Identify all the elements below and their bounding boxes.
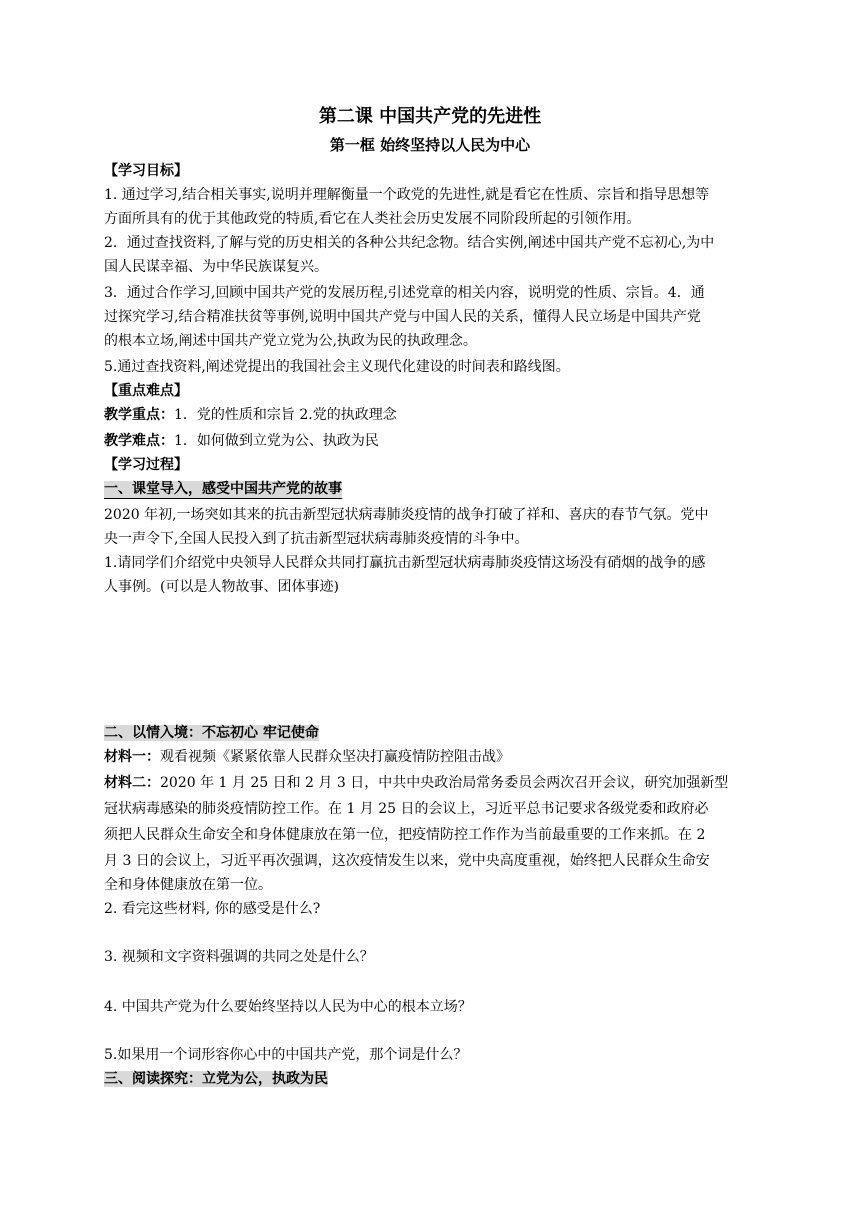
section1-title-text: 一、课堂导入，感受中国共产党的故事 [104,481,342,497]
difficulty-text: 1．如何做到立党为公、执政为民 [174,433,379,449]
material2-line: 2020 年 1 月 25 日和 2 月 3 日，中共中央政治局常务委员会两次召开会议，研究加强新型 [160,775,729,791]
material2-line: 冠状病毒感染的肺炎疫情防控工作。在 1 月 25 日的会议上，习近平总书记要求各级党委和政府必 [104,801,709,817]
objective-line: 5.通过查找资料,阐述党提出的我国社会主义现代化建设的时间表和路线图。 [104,359,570,375]
focus-label: 教学重点： [104,407,174,423]
question-4: 4. 中国共产党为什么要始终坚持以人民为中心的根本立场？ [104,999,472,1015]
section1-line: 人事例。(可以是人物故事、团体事迹) [104,579,339,595]
section1-title [104,478,342,500]
objectives-heading: 【学习目标】 [104,163,188,179]
section2-title-text: 二、以情入境：不忘初心 牢记使命 [104,725,319,741]
material2-label: 材料二： [104,775,160,791]
lesson-title: 第二课 中国共产党的先进性 [318,106,542,127]
material1-text: 观看视频《紧紧依靠人民群众坚决打赢疫情防控阻击战》 [160,749,510,765]
material1 [104,746,510,768]
material2-line: 须把人民群众生命安全和身体健康放在第一位，把疫情防控工作作为当前最重要的工作来抓。在 2 [104,827,706,843]
objective-line: 方面所具有的优于其他政党的特质,看它在人类社会历史发展不同阶段所起的引领作用。 [104,211,641,227]
section1-line: 2020 年初,一场突如其来的抗击新型冠状病毒肺炎疫情的战争打破了祥和、喜庆的春节气氛。党中 [104,507,709,523]
section1-line: 央一声令下,全国人民投入到了抗击新型冠状病毒肺炎疫情的斗争中。 [104,531,529,547]
question-3: 3. 视频和文字资料强调的共同之处是什么？ [104,949,374,965]
difficulty-label: 教学难点： [104,433,174,449]
teaching-difficulty [104,430,379,452]
objective-line: 的根本立场,阐述中国共产党立党为公,执政为民的执政理念。 [104,333,477,349]
question-2: 2. 看完这些材料, 你的感受是什么? [104,901,321,917]
material2-first-line [104,772,728,794]
objective-line: 1. 通过学习,结合相关事实,说明并理解衡量一个政党的先进性,就是看它在性质、宗旨和指导思想等 [104,187,710,203]
objective-line: 2．通过查找资料,了解与党的历史相关的各种公共纪念物。结合实例,阐述中国共产党不忘初心,为中 [104,235,715,251]
objective-line: 3．通过合作学习,回顾中国共产党的发展历程,引述党章的相关内容，说明党的性质、宗旨。4．通 [104,285,705,301]
section3-title-text: 三、阅读探究：立党为公，执政为民 [104,1071,328,1087]
material2-line: 月 3 日的会议上，习近平再次强调，这次疫情发生以来，党中央高度重视，始终把人民群众生命安 [104,853,710,869]
section1-line: 1.请同学们介绍党中央领导人民群众共同打赢抗击新型冠状病毒肺炎疫情这场没有硝烟的战争的感 [104,555,706,571]
section3-title [104,1068,328,1090]
section2-title [104,722,319,744]
material1-label: 材料一： [104,749,160,765]
key-points-heading: 【重点难点】 [104,383,188,399]
question-5: 5.如果用一个词形容你心中的中国共产党，那个词是什么？ [104,1047,468,1063]
teaching-focus [104,404,397,426]
focus-text: 1．党的性质和宗旨 2.党的执政理念 [174,407,397,423]
lesson-subtitle: 第一框 始终坚持以人民为中心 [329,136,531,154]
material2-line: 全和身体健康放在第一位。 [104,877,272,893]
objective-line: 国人民谋幸福、为中华民族谋复兴。 [104,259,328,275]
objective-line: 过探究学习,结合精准扶贫等事例,说明中国共产党与中国人民的关系，懂得人民立场是中国共产党 [104,309,701,325]
process-heading: 【学习过程】 [104,457,188,473]
